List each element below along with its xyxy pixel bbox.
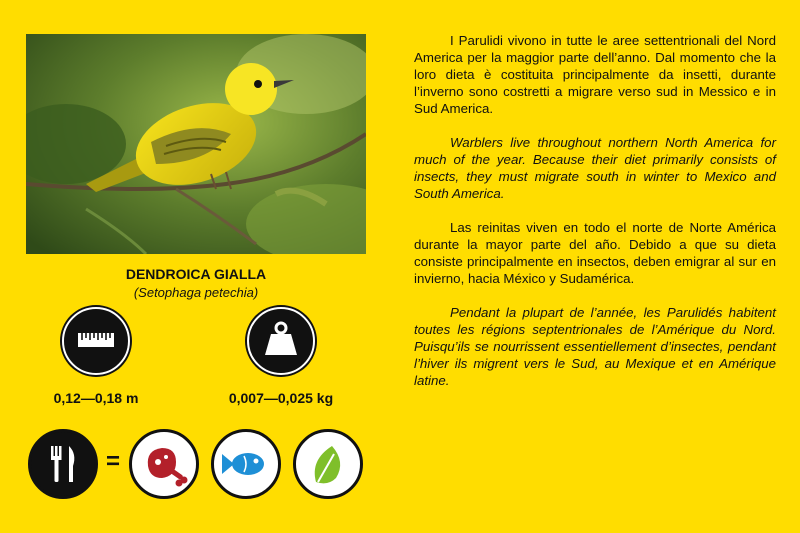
meat-icon xyxy=(129,429,199,499)
equals-sign: = xyxy=(106,448,121,475)
yellow-warbler-image xyxy=(26,34,366,254)
species-scientific-name: (Setophaga petechia) xyxy=(133,285,259,300)
description-english: Warblers live throughout northern North America for much of the year. Because their diet primarily consists of insects, they must migrate south in winter to Mexico and South America. xyxy=(414,135,776,201)
description-french: Pendant la plupart de l’année, les Parulidés habitent toutes les régions septentrionales de l’Amérique du Nord. Puisqu’ils se nourrissent essentiellement d’insectes, pendant l’hiver ils migrent vers le Sud, au Mexique et en Amérique latine. xyxy=(414,305,776,388)
species-common-name: DENDROICA GIALLA xyxy=(125,266,267,282)
bird-photo xyxy=(26,34,366,254)
ruler-icon xyxy=(62,307,130,375)
description-text xyxy=(414,32,776,406)
description-italian: I Parulidi vivono in tutte le aree settentrionali del Nord America per la maggior parte dell’anno. Dal momento che la loro dieta è costituita principalmente da insetti, durante l’inverno sono costretti a migrare verso sud in Messico e in Sud America. xyxy=(414,33,776,116)
leaf-icon xyxy=(293,429,363,499)
fork-knife-icon xyxy=(28,429,98,499)
length-value: 0,12—0,18 m xyxy=(53,390,139,406)
weight-value: 0,007—0,025 kg xyxy=(228,390,334,406)
fish-icon xyxy=(211,429,281,499)
weight-icon xyxy=(247,307,315,375)
description-spanish: Las reinitas viven en todo el norte de Norte América durante la mayor parte del año. Debido a que su dieta consiste principalmente en insectos, deben emigrar al sur en invierno, hacia México y Sudamérica. xyxy=(414,220,776,286)
